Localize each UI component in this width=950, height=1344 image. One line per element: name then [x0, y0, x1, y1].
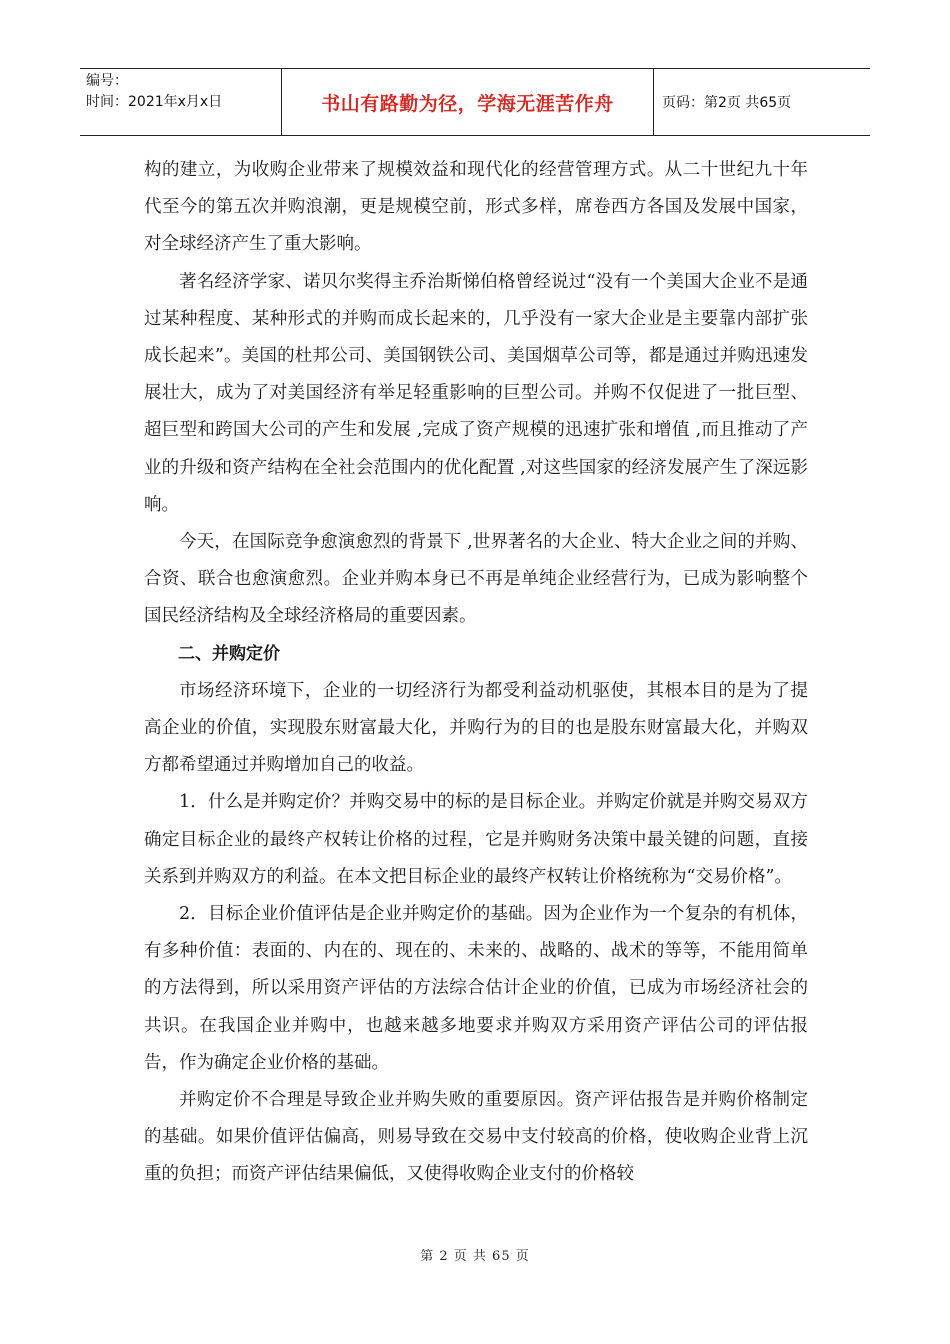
document-number-label: 编号：: [86, 73, 128, 89]
paragraph-continuation: 构的建立，为收购企业带来了规模效益和现代化的经营管理方式。从二十世纪九十年代至今的第五次并购浪潮，更是规模空前，形式多样，席卷西方各国及发展中国家，对全球经济产生了重大影响。: [144, 160, 808, 255]
header-page-code: 页码：第2页 共65页: [662, 95, 792, 111]
paragraph: 并购定价不合理是导致企业并购失败的重要原因。资产评估报告是并购价格制定的基础。如果价值评估偏高，则易导致在交易中支付较高的价格，使收购企业背上沉重的负担；而资产评估结果偏低，又使得收购企业支付的价格较: [144, 1090, 808, 1185]
document-date: 时间：2021年x月x日: [86, 94, 223, 110]
header-motto: 书山有路勤为径，学海无涯苦作舟: [282, 69, 654, 135]
header-meta: [80, 69, 282, 135]
paragraph: 2．目标企业价值评估是企业并购定价的基础。因为企业作为一个复杂的有机体，有多种价值：表面的、内在的、现在的、未来的、战略的、战术的等等，不能用简单的方法得到，所以采用资产评估的方法综合估计企业的价值，已成为市场经济社会的共识。在我国企业并购中，也越来越多地要求并购双方采用资产评估公司的评估报告，作为确定企业价格的基础。: [144, 904, 808, 1073]
document-body: [144, 152, 808, 1194]
page-footer: 第 2 页 共 65 页: [420, 1249, 530, 1264]
section-heading: 二、并购定价: [178, 643, 280, 664]
page-header: [80, 68, 870, 136]
paragraph: 今天，在国际竞争愈演愈烈的背景下 ,世界著名的大企业、特大企业之间的并购、合资、联合也愈演愈烈。企业并购本身已不再是单纯企业经营行为，已成为影响整个国民经济结构及全球经济格局的重要因素。: [144, 532, 808, 627]
paragraph: 1．什么是并购定价？并购交易中的标的是目标企业。并购定价就是并购交易双方确定目标企业的最终产权转让价格的过程，它是并购财务决策中最关键的问题，直接关系到并购双方的利益。在本文把目标企业的最终产权转让价格统称为“交易价格”。: [144, 792, 808, 887]
paragraph: 市场经济环境下，企业的一切经济行为都受利益动机驱使，其根本目的是为了提高企业的价值，实现股东财富最大化，并购行为的目的也是股东财富最大化，并购双方都希望通过并购增加自己的收益。: [144, 680, 808, 776]
paragraph: 著名经济学家、诺贝尔奖得主乔治斯悌伯格曾经说过“没有一个美国大企业不是通过某种程度、某种形式的并购而成长起来的，几乎没有一家大企业是主要靠内部扩张成长起来”。美国的杜邦公司、美国钢铁公司、美国烟草公司等，都是通过并购迅速发展壮大，成为了对美国经济有举足轻重影响的巨型公司。并购不仅促进了一批巨型、超巨型和跨国大公司的产生和发展 ,完成了资产规模的迅速扩张和增值 ,而且推动了产业的升级和资产结构在全社会范围内的优化配置 ,对这些国家的经济发展产生了深远影响。: [144, 271, 808, 515]
